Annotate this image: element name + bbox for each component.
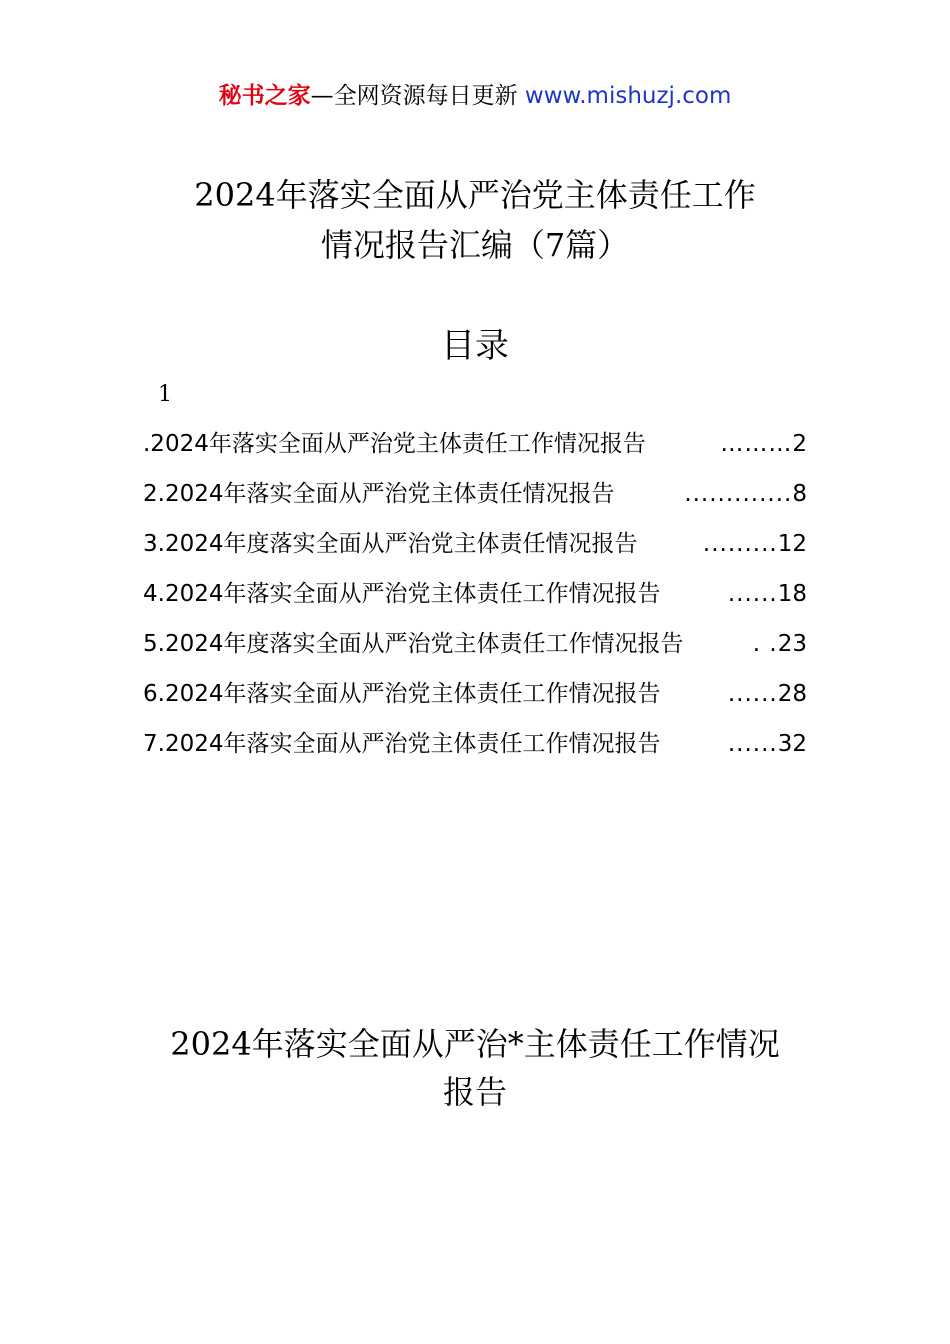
toc-entry-title: 2024年落实全面从严治党主体责任情况报告 [164, 481, 615, 507]
toc-entry-title: 2024年度落实全面从严治党主体责任情况报告 [164, 531, 638, 557]
toc-heading: 目录 [441, 326, 509, 366]
toc-entry-number: 5. [143, 631, 165, 657]
toc-entry-leader: ............. [684, 481, 793, 507]
toc-entry-leader: ……… [720, 431, 793, 457]
toc-entry-leader: ...... [727, 731, 778, 757]
toc-entry-leader: ......... [702, 531, 778, 557]
toc-entry-7[interactable] [143, 726, 807, 776]
toc-entry-number: 7. [143, 731, 165, 757]
toc-entry-number: 6. [143, 681, 165, 707]
toc-entry-page: 18 [777, 581, 807, 607]
document-title [0, 170, 950, 270]
brand-name: 秘书之家 [218, 83, 311, 109]
toc-entry-title: 2024年落实全面从严治党主体责任工作情况报告 [164, 581, 661, 607]
toc-entry-number: 3. [143, 531, 165, 557]
section-title-line-2: 报告 [442, 1073, 507, 1111]
toc-entry-title: 2024年度落实全面从严治党主体责任工作情况报告 [164, 631, 684, 657]
toc-entry-leader: ...... [727, 581, 778, 607]
toc-entry-number: 2. [143, 481, 165, 507]
toc-entry-5[interactable] [143, 626, 807, 676]
toc-entry-page: 32 [777, 731, 807, 757]
toc-entry-page: 28 [777, 681, 807, 707]
table-of-contents [143, 426, 807, 776]
toc-entry-leader: . . [752, 631, 778, 657]
site-header [0, 80, 950, 112]
site-url[interactable]: www.mishuzj.com [524, 83, 732, 109]
toc-entry-2[interactable] [143, 476, 807, 526]
toc-entry-1[interactable] [143, 426, 807, 476]
toc-first-number: 1 [158, 382, 172, 407]
header-slogan: —全网资源每日更新 [310, 83, 518, 109]
section-title [0, 1020, 950, 1116]
toc-entry-3[interactable] [143, 526, 807, 576]
toc-entry-4[interactable] [143, 576, 807, 626]
toc-entry-number: 4. [143, 581, 165, 607]
document-title-line-1: 2024年落实全面从严治党主体责任工作 [194, 176, 756, 214]
toc-entry-page: 23 [777, 631, 807, 657]
section-title-line-1: 2024年落实全面从严治*主体责任工作情况 [170, 1025, 780, 1063]
toc-entry-6[interactable] [143, 676, 807, 726]
toc-entry-page: 8 [792, 481, 807, 507]
toc-entry-page: 12 [777, 531, 807, 557]
toc-entry-title: 2024年落实全面从严治党主体责任工作情况报告 [164, 731, 661, 757]
toc-entry-leader: ...... [727, 681, 778, 707]
document-title-line-2: 情况报告汇编（7篇） [320, 226, 630, 264]
toc-entry-page: 2 [792, 431, 807, 457]
toc-entry-title: 2024年落实全面从严治党主体责任工作情况报告 [164, 681, 661, 707]
toc-entry-title: .2024年落实全面从严治党主体责任工作情况报告 [143, 431, 646, 457]
